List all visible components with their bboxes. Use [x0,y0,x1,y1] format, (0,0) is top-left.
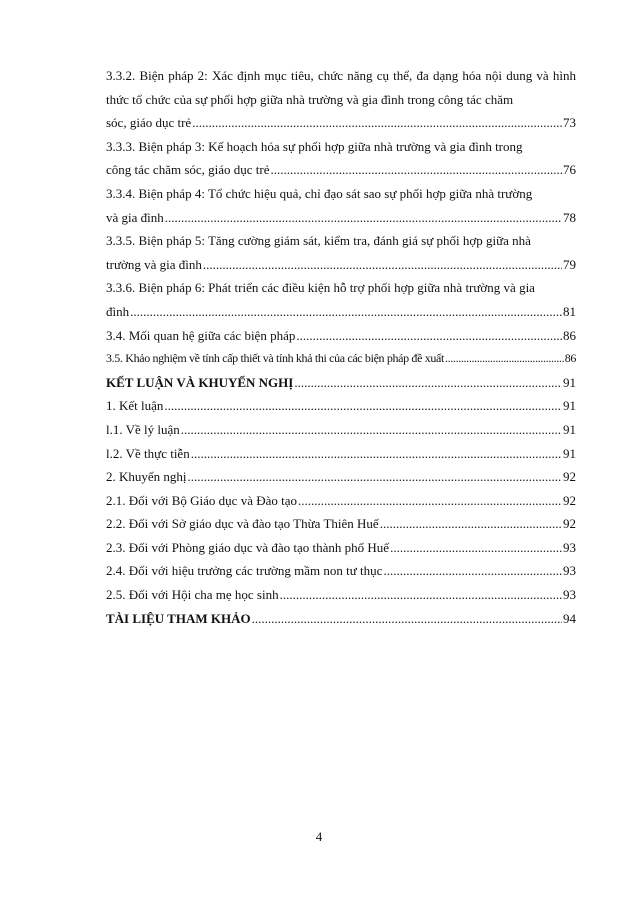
toc-entry-title: 3.3.4. Biện pháp 4: Tổ chức hiệu quả, chỉ đạo sát sao sự phối hợp giữa nhà trường [106,185,533,201]
toc-entry-title: 2.3. Đối với Phòng giáo dục và đào tạo thành phố Huế [106,539,390,555]
toc-page-number: 92 [563,469,576,485]
toc-entry [106,229,576,276]
toc-entry-title: 3.3.2. Biện pháp 2: Xác định mục tiêu, chức năng cụ thể, đa dạng hóa nội dung và hình thức tổ chức của sự phối hợp giữa nhà trường và gia đình trong công tác chăm [106,68,576,107]
toc-entry-title: 1. Kết luận [106,398,164,414]
dot-leader [192,111,562,135]
toc-entry [106,536,576,560]
toc-entry [106,489,576,513]
toc-entry-title: 2.5. Đối với Hội cha mẹ học sinh [106,587,279,603]
toc-page-number: 78 [563,209,576,225]
toc-entry-title: 3.4. Mối quan hệ giữa các biện pháp [106,327,296,343]
toc-page-number: 92 [563,516,576,532]
toc-page-number: 92 [563,492,576,508]
toc-entry-title: 2.4. Đối với hiệu trưởng các trường mầm non tư thục [106,563,383,579]
dot-leader [164,394,562,418]
toc-page-number: 93 [563,563,576,579]
toc-entry [106,276,576,323]
dot-leader [445,347,564,371]
toc-entry-title: 2.1. Đối với Bộ Giáo dục và Đào tạo [106,492,298,508]
toc-entry-title-end: và gia đình [106,209,164,225]
toc-entry-title: 3.5. Khảo nghiệm về tính cấp thiết và tính khả thi của các biện pháp đề xuất [106,351,444,366]
dot-leader [271,158,562,182]
dot-leader [294,371,562,395]
dot-leader [252,607,562,631]
table-of-contents [106,64,576,630]
dot-leader [380,512,562,536]
dot-leader [181,418,562,442]
dot-leader [203,253,562,277]
toc-entry-title: l.2. Về thực tiễn [106,445,190,461]
toc-entry-title: TÀI LIỆU THAM KHẢO [106,610,251,626]
dot-leader [130,300,562,324]
dot-leader [390,536,562,560]
toc-entry [106,135,576,182]
toc-chapter-entry [106,371,576,395]
dot-leader [383,559,562,583]
toc-entry-title: 2. Khuyến nghị [106,469,187,485]
toc-page-number: 94 [563,610,576,626]
toc-entry-title: 3.3.6. Biện pháp 6: Phát triển các điều kiện hỗ trợ phối hợp giữa nhà trường và gia [106,280,535,296]
toc-entry-title-end: công tác chăm sóc, giáo dục trẻ [106,162,270,178]
toc-entry-title-end: sóc, giáo dục trẻ [106,115,192,131]
toc-entry-title: 3.3.5. Biện pháp 5: Tăng cường giám sát, kiểm tra, đánh giá sự phối hợp giữa nhà [106,233,531,249]
toc-entry-title: KẾT LUẬN VÀ KHUYẾN NGHỊ [106,374,294,390]
toc-entry [106,418,576,442]
dot-leader [191,442,562,466]
toc-entry [106,442,576,466]
toc-page-number: 91 [563,374,576,390]
toc-page-number: 86 [564,351,576,366]
toc-entry-title: l.1. Về lý luận [106,421,180,437]
toc-page-number: 81 [563,303,576,319]
toc-entry [106,583,576,607]
dot-leader [165,206,562,230]
toc-entry [106,559,576,583]
toc-entry-title-end: đình [106,303,130,319]
toc-chapter-entry [106,607,576,631]
toc-page-number: 91 [563,445,576,461]
toc-page-number: 79 [563,256,576,272]
toc-page-number: 91 [563,421,576,437]
dot-leader [296,324,562,348]
dot-leader [280,583,562,607]
toc-page-number: 86 [563,327,576,343]
toc-entry-title: 3.3.3. Biện pháp 3: Kế hoạch hóa sự phối hợp giữa nhà trường và gia đình trong [106,138,523,154]
toc-page-number: 76 [563,162,576,178]
dot-leader [188,465,562,489]
toc-entry [106,465,576,489]
toc-entry [106,324,576,348]
toc-page-number: 73 [563,115,576,131]
toc-entry [106,64,576,135]
toc-entry [106,512,576,536]
toc-page-number: 93 [563,539,576,555]
toc-entry-title: 2.2. Đối với Sở giáo dục và đào tạo Thừa Thiên Huế [106,516,379,532]
toc-entry [106,347,576,371]
toc-page-number: 93 [563,587,576,603]
page-number: 4 [315,829,323,844]
toc-entry-title-end: trường và gia đình [106,256,202,272]
toc-entry [106,182,576,229]
dot-leader [298,489,562,513]
toc-page-number: 91 [563,398,576,414]
toc-entry [106,394,576,418]
